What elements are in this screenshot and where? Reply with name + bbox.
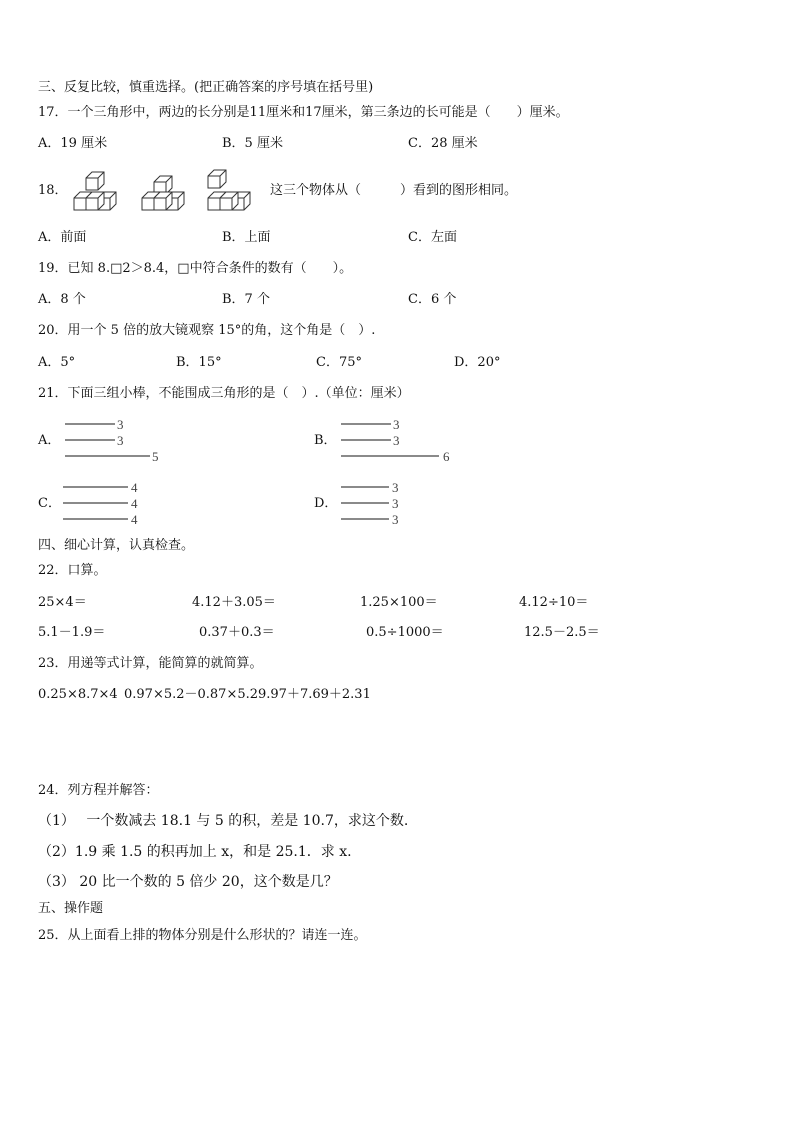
mental-calc-item: 1.25×100＝ (360, 595, 438, 610)
q23-expression: 0.25×8.7×4 (38, 687, 118, 702)
q23-expression: 9.97＋7.69＋2.31 (258, 687, 371, 702)
q18-option-c: C．左面 (408, 230, 457, 245)
stick-label: 3 (393, 417, 400, 432)
cube-figure-2 (142, 176, 184, 210)
stick-label: 5 (152, 449, 159, 464)
q22-stem: 22．口算。 (38, 563, 107, 578)
stick-label: 4 (131, 512, 138, 527)
cube-figures (68, 166, 268, 212)
q20-option-c: C．75° (316, 355, 362, 370)
q21-sticks-c (58, 479, 158, 527)
cube-figure-1 (74, 172, 116, 210)
section-heading-4: 四、细心计算，认真检查。 (38, 538, 195, 553)
stick-label: 3 (392, 496, 399, 511)
q24-part-2: （2）1.9 乘 1.5 的积再加上 x，和是 25.1．求 x. (38, 844, 352, 860)
q18-option-b: B．上面 (222, 230, 271, 245)
mental-calc-item: 5.1－1.9＝ (38, 625, 106, 640)
q17-option-c: C．28 厘米 (408, 136, 478, 151)
mental-calc-item: 0.37＋0.3＝ (199, 625, 275, 640)
section-heading-5: 五、操作题 (38, 901, 104, 916)
q21-option-b-label: B． (314, 433, 337, 448)
q19-option-c: C．6 个 (408, 292, 457, 307)
q21-sticks-d (336, 479, 426, 527)
q23-expression: 0.97×5.2－0.87×5.2 (124, 687, 259, 702)
q23-stem: 23．用递等式计算，能简算的就简算。 (38, 656, 263, 671)
q21-option-a-label: A． (38, 433, 61, 448)
q17-option-b: B．5 厘米 (222, 136, 283, 151)
q19-option-a: A．8 个 (38, 292, 86, 307)
q19-option-b: B．7 个 (222, 292, 270, 307)
q24-stem: 24．列方程并解答： (38, 783, 159, 798)
q24-part-3: （3） 20 比一个数的 5 倍少 20，这个数是几？ (38, 874, 338, 890)
q18-stem: 这三个物体从（ ）看到的图形相同。 (270, 183, 518, 198)
mental-calc-item: 4.12＋3.05＝ (192, 595, 276, 610)
q21-option-d-label: D． (314, 496, 338, 511)
q20-option-a: A．5° (38, 355, 76, 370)
stick-label: 6 (443, 449, 450, 464)
q21-stem: 21．下面三组小棒，不能围成三角形的是（ ）.（单位：厘米） (38, 386, 410, 401)
cube-figure-3 (208, 170, 250, 210)
stick-label: 3 (117, 433, 124, 448)
q21-option-c-label: C． (38, 496, 61, 511)
mental-calc-item: 25×4＝ (38, 595, 87, 610)
q25-stem: 25．从上面看上排的物体分别是什么形状的？请连一连。 (38, 928, 367, 943)
q17-stem: 17．一个三角形中，两边的长分别是11厘米和17厘米，第三条边的长可能是（ ）厘米。 (38, 105, 569, 120)
stick-label: 3 (392, 512, 399, 527)
q17-option-a: A．19 厘米 (38, 136, 108, 151)
q20-option-d: D．20° (454, 355, 501, 370)
mental-calc-item: 4.12÷10＝ (519, 595, 589, 610)
stick-label: 3 (117, 417, 124, 432)
section-heading-3: 三、反复比较，慎重选择。(把正确答案的序号填在括号里) (38, 80, 374, 95)
stick-label: 4 (131, 480, 138, 495)
q21-sticks-b (336, 416, 466, 464)
stick-label: 4 (131, 496, 138, 511)
q20-stem: 20．用一个 5 倍的放大镜观察 15°的角，这个角是（ ）. (38, 323, 376, 338)
q20-option-b: B．15° (176, 355, 222, 370)
mental-calc-item: 12.5－2.5＝ (524, 625, 600, 640)
stick-label: 3 (392, 480, 399, 495)
q18-number: 18． (38, 183, 68, 198)
stick-label: 3 (393, 433, 400, 448)
q19-stem: 19．已知 8.□2＞8.4，□中符合条件的数有（ ）。 (38, 261, 353, 276)
q21-sticks-a (60, 416, 180, 464)
q18-option-a: A．前面 (38, 230, 87, 245)
mental-calc-item: 0.5÷1000＝ (366, 625, 444, 640)
q24-part-1: （1） 一个数减去 18.1 与 5 的积，差是 10.7，求这个数. (38, 813, 409, 829)
